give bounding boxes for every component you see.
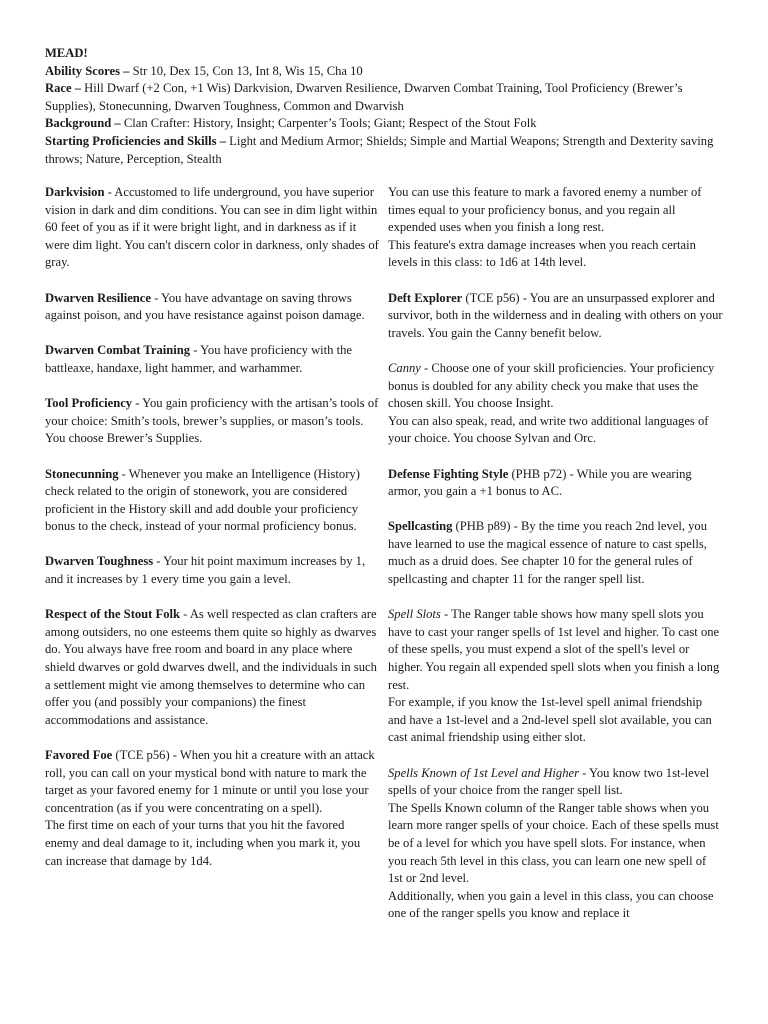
feature-defense-fighting-style: Defense Fighting Style (PHB p72) - While you are wearing armor, you gain a +1 bonus to AC.	[388, 466, 692, 499]
feature-title: Dwarven Resilience	[45, 290, 151, 305]
character-name: MEAD!	[45, 46, 88, 60]
feature-dwarven-combat-training: Dwarven Combat Training - You have proficiency with the battleaxe, handaxe, light hammer, and warhammer.	[45, 343, 353, 375]
right-column	[388, 184, 723, 941]
ability-scores: Ability Scores – Str 10, Dex 15, Con 13, Int 8, Wis 15, Cha 10	[45, 63, 363, 78]
feature-title: Spellcasting	[388, 519, 453, 534]
feature-title: Defense Fighting Style	[388, 466, 509, 481]
feature-paragraph: Additionally, when you gain a level in this class, you can choose one of the ranger spells you know and replace it	[388, 888, 714, 921]
feature-tool-proficiency: Tool Proficiency - You gain proficiency with the artisan’s tools of your choice: Smith’s tools, brewer’s supplies, or mason’s tools. You choose Brewer’s Supplies.	[45, 396, 379, 446]
feature-paragraph: For example, if you know the 1st-level spell animal friendship and have a 1st-level and a 2nd-level spell slot available, you can cast animal friendship using either slot.	[388, 695, 712, 745]
feature-title: Stonecunning	[45, 466, 119, 481]
feature-paragraph: You can also speak, read, and write two additional languages of your choice. You choose Sylvan and Orc.	[388, 413, 709, 446]
feature-darkvision: Darkvision - Accustomed to life underground, you have superior vision in dark and dim conditions. You can see in dim light within 60 feet of you as if it were bright light, and in darkness as if it were dim light. You can't discern color in darkness, only shades of gray.	[45, 185, 379, 270]
feature-title: Darkvision	[45, 185, 105, 199]
character-header	[45, 45, 725, 168]
feature-spell-slots: Spell Slots - The Ranger table shows how many spell slots you have to cast your ranger spells of 1st level and higher. To cast one of these spells, you must expend a slot of the spell's level or higher. You regain all expended spell slots when you finish a long rest. For example, if you know the 1st-level spell animal friendship and have a 1st-level and a 2nd-level spell slot available, you can cast animal friendship using either slot.	[388, 606, 723, 747]
feature-title: Tool Proficiency	[45, 396, 133, 411]
feature-title: Favored Foe	[45, 748, 113, 762]
feature-favored-foe-continued	[388, 184, 723, 272]
feature-subtitle: Spell Slots	[388, 607, 441, 622]
feature-canny: Canny - Choose one of your skill proficiencies. Your proficiency bonus is doubled for any ability check you make that uses the chosen skill. You choose Insight. You can also speak, read, and write two additional languages of your choice. You choose Sylvan and Orc.	[388, 360, 723, 448]
feature-favored-foe: Favored Foe (TCE p56) - When you hit a creature with an attack roll, you can call on your mystical bond with nature to mark the target as your favored enemy for 1 minute or until you lose your concentration (as if you were concentrating on a spell). The first time on each of your turns that you hit the favored enemy and deal damage to it, including when you mark it, you can increase that damage by 1d4.	[45, 747, 380, 870]
feature-subtitle: Canny	[388, 360, 421, 375]
feature-paragraph: The Spells Known column of the Ranger table shows when you learn more ranger spells of your choice. Each of these spells must be of a level for which you have spell slots. For instance, when you reach 5th level in this class, you can learn one new spell of 1st or 2nd level.	[388, 800, 719, 886]
race-line: Race – Hill Dwarf (+2 Con, +1 Wis) Darkvision, Dwarven Resilience, Dwarven Combat Training, Tool Proficiency (Brewer’s Supplies), Stonecunning, Dwarven Toughness, Common and Dwarvish	[45, 81, 683, 113]
feature-subtitle: Spells Known of 1st Level and Higher	[388, 765, 579, 780]
feature-stonecunning: Stonecunning - Whenever you make an Intelligence (History) check related to the origin of stonework, you are considered proficient in the History skill and add double your proficiency bonus to the check, instead of your normal proficiency bonus.	[45, 466, 360, 534]
feature-paragraph: You can use this feature to mark a favored enemy a number of times equal to your proficiency bonus, and you regain all expended uses when you finish a long rest.	[388, 185, 702, 235]
feature-title: Respect of the Stout Folk	[45, 607, 181, 622]
proficiencies-line: Starting Proficiencies and Skills – Light and Medium Armor; Shields; Simple and Martial Weapons; Strength and Dexterity saving throws; Nature, Perception, Stealth	[45, 133, 714, 166]
feature-title: Deft Explorer	[388, 290, 463, 305]
feature-paragraph: This feature's extra damage increases when you reach certain levels in this class: to 1d6 at 14th level.	[388, 237, 696, 270]
background-line: Background – Clan Crafter: History, Insight; Carpenter’s Tools; Giant; Respect of the Stout Folk	[45, 116, 537, 131]
left-column	[45, 184, 380, 888]
feature-title: Dwarven Toughness	[45, 554, 154, 569]
feature-title: Dwarven Combat Training	[45, 343, 191, 358]
feature-paragraph: The first time on each of your turns that you hit the favored enemy and deal damage to it, including when you mark it, you can increase that damage by 1d4.	[45, 818, 361, 868]
feature-deft-explorer: Deft Explorer (TCE p56) - You are an unsurpassed explorer and survivor, both in the wilderness and in dealing with others on your travels. You gain the Canny benefit below.	[388, 290, 723, 340]
feature-spells-known: Spells Known of 1st Level and Higher - You know two 1st-level spells of your choice from the ranger spell list. The Spells Known column of the Ranger table shows when you learn more ranger spells of your choice. Each of these spells must be of a level for which you have spell slots. For instance, when you reach 5th level in this class, you can learn one new spell of 1st or 2nd level. Additionally, when you gain a level in this class, you can choose one of the ranger spells you know and replace it	[388, 765, 723, 923]
feature-spellcasting: Spellcasting (PHB p89) - By the time you reach 2nd level, you have learned to use the magical essence of nature to cast spells, much as a druid does. See chapter 10 for the general rules of spellcasting and chapter 11 for the ranger spell list.	[388, 519, 708, 587]
feature-respect-of-stout-folk: Respect of the Stout Folk - As well respected as clan crafters are among outsiders, no one esteems them quite so highly as dwarves do. You always have free room and board in any place where shield dwarves or gold dwarves dwell, and the individuals in such a settlement might vie among themselves to determine who can offer you (and possibly your companions) the finest accommodations and assistance.	[45, 607, 377, 727]
feature-dwarven-toughness: Dwarven Toughness - Your hit point maximum increases by 1, and it increases by 1 every time you gain a level.	[45, 554, 366, 587]
feature-dwarven-resilience: Dwarven Resilience - You have advantage on saving throws against poison, and you have resistance against poison damage.	[45, 290, 365, 323]
